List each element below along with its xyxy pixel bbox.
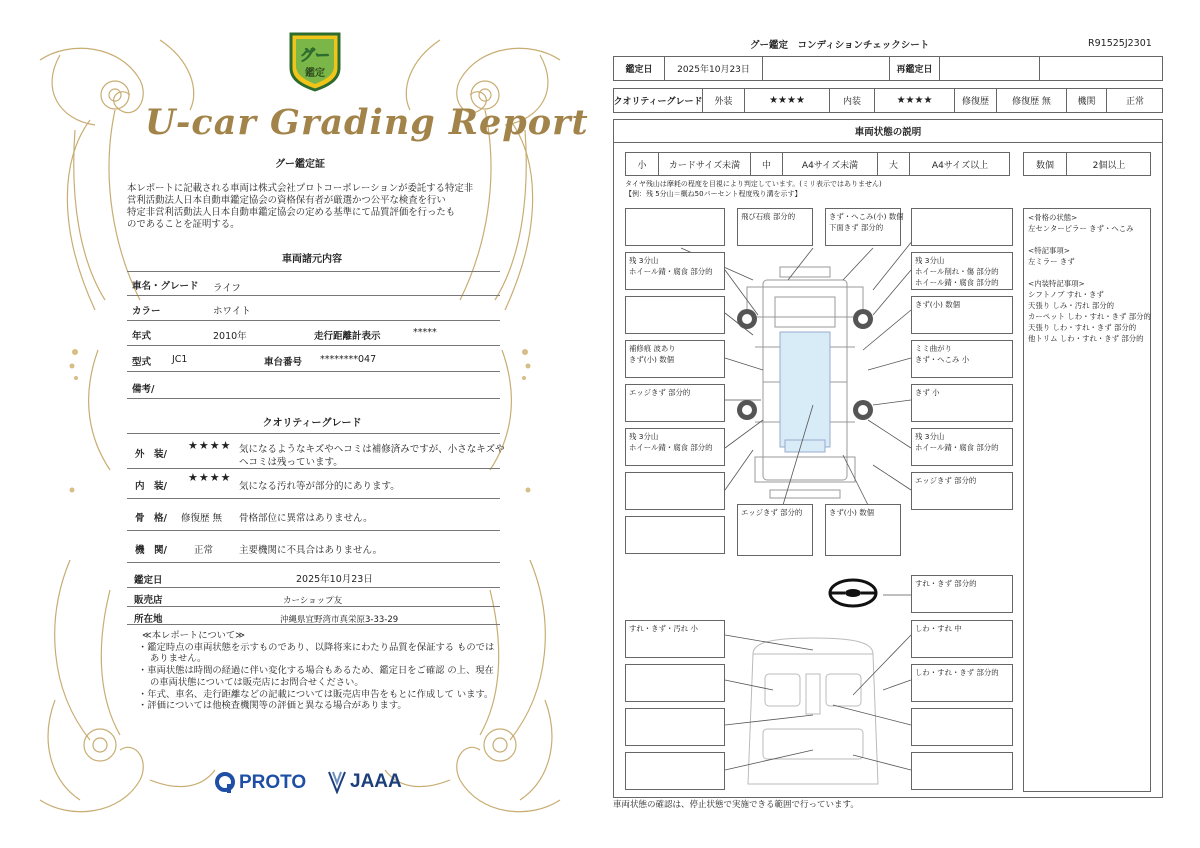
damage-box bbox=[911, 208, 1013, 246]
jaaa-text: JAAA bbox=[350, 771, 402, 792]
interior-stars: ★★★★ bbox=[188, 471, 232, 484]
repair-label: 修復歴 bbox=[954, 89, 996, 112]
specs-heading: 車両諸元内容 bbox=[282, 254, 342, 265]
certificate-intro bbox=[127, 183, 497, 231]
divider bbox=[127, 345, 500, 346]
exterior-stars: ★★★★ bbox=[188, 439, 232, 452]
sheet-title: グー鑑定 コンディションチェックシート bbox=[750, 40, 930, 51]
proto-mark-icon bbox=[215, 772, 235, 794]
legend-large-desc: A4サイズ以上 bbox=[909, 153, 1010, 175]
model-value: JC1 bbox=[172, 354, 188, 365]
damage-box: きず・へこみ(小) 数個 下面きず 部分的 bbox=[825, 208, 901, 246]
damage-box: エッジきず 部分的 bbox=[911, 472, 1013, 510]
note-item: ・鑑定時点の車両状態を示すものであり、以降将来にわたり品質を保証する ものではありません。 bbox=[138, 641, 495, 665]
mileage-label: 走行距離計表示 bbox=[314, 331, 381, 342]
legend-large: 大 bbox=[877, 153, 909, 175]
mileage-value: ***** bbox=[413, 327, 437, 338]
remarks-line: 天張り しわ・すれ・きず 部分的 bbox=[1028, 323, 1137, 332]
size-legend bbox=[625, 152, 1010, 176]
repair-value: 修復歴 無 bbox=[996, 89, 1066, 112]
frame-label: 骨 格/ bbox=[135, 513, 167, 524]
engine-value: 正常 bbox=[194, 545, 214, 556]
divider bbox=[127, 587, 500, 588]
frame-value: 修復歴 無 bbox=[181, 513, 223, 524]
sheet-footer: 車両状態の確認は、停止状態で実施できる範囲で行っています。 bbox=[613, 800, 859, 810]
engine-value: 正常 bbox=[1106, 89, 1163, 112]
damage-box bbox=[625, 296, 725, 334]
date-value: 2025年10月23日 bbox=[664, 57, 762, 80]
remarks-line: 他トリム しわ・すれ・きず 部分的 bbox=[1028, 334, 1144, 343]
tire-note: 【例：残 5分山＝概ね50パーセント程度残り溝を示す】 bbox=[625, 190, 802, 198]
divider bbox=[127, 624, 500, 625]
damage-box: 残 3分山 ホイール錆・腐食 部分的 bbox=[625, 428, 725, 466]
exterior-comment: 気になるようなキズやヘコミは補修済みですが、小さなキズや bbox=[239, 444, 505, 455]
year-value: 2010年 bbox=[213, 331, 247, 342]
badge-subtext: 鑑定 bbox=[305, 68, 325, 79]
damage-box: 飛び石痕 部分的 bbox=[737, 208, 813, 246]
remarks-label: 備考/ bbox=[132, 384, 155, 395]
interior-label: 内装 bbox=[829, 89, 874, 112]
color-value: ホワイト bbox=[213, 306, 251, 317]
count-legend bbox=[1023, 152, 1151, 176]
engine-label: 機 関/ bbox=[135, 545, 167, 556]
certificate-title: グー鑑定証 bbox=[275, 159, 325, 170]
tire-note: タイヤ残山は摩耗の程度を目視により判定しています。(ミリ表示ではありません) bbox=[625, 180, 882, 188]
jaaa-mark-icon bbox=[327, 770, 347, 794]
quality-heading: クオリティーグレード bbox=[262, 418, 362, 429]
reinspect-value bbox=[939, 57, 1039, 80]
legend-count: 数個 bbox=[1035, 160, 1054, 171]
remarks-panel bbox=[1023, 208, 1151, 792]
remarks-line: <骨格の状態> bbox=[1028, 213, 1078, 222]
badge-text: グー bbox=[299, 46, 331, 64]
exterior-label: 外 装/ bbox=[135, 449, 167, 460]
legend-mid: 中 bbox=[750, 153, 782, 175]
interior-box: しわ・すれ 中 bbox=[911, 620, 1013, 658]
remarks-line: <特記事項> bbox=[1028, 246, 1070, 255]
address-label: 所在地 bbox=[134, 614, 163, 625]
note-item: ・車両状態は時間の経過に伴い変化する場合もあるため、鑑定日をご確認 の上、現在の車両状態については販売店にお問合せください。 bbox=[138, 665, 494, 688]
divider bbox=[127, 271, 500, 272]
condition-check-sheet bbox=[605, 0, 1200, 848]
damage-box bbox=[625, 516, 725, 554]
divider bbox=[127, 530, 500, 531]
intro-line: 営利活動法人日本自動車鑑定協会の資格保有者が厳選かつ公平な検査を行い bbox=[127, 195, 446, 206]
interior-box: すれ・きず・汚れ 小 bbox=[625, 620, 725, 658]
engine-label: 機関 bbox=[1066, 89, 1106, 112]
divider bbox=[127, 468, 500, 469]
damage-box: きず 小 bbox=[911, 384, 1013, 422]
interior-box: すれ・きず 部分的 bbox=[911, 575, 1013, 613]
jaaa-logo bbox=[327, 770, 402, 794]
address-value: 沖縄県宜野湾市真栄原3-33-29 bbox=[280, 615, 399, 625]
damage-box bbox=[625, 472, 725, 510]
color-label: カラー bbox=[132, 306, 161, 317]
legend-count-desc: 2個以上 bbox=[1066, 153, 1151, 175]
damage-box: 残 3分山 ホイール錆・腐食 部分的 bbox=[911, 428, 1013, 466]
interior-label: 内 装/ bbox=[135, 481, 167, 492]
damage-box: 補修痕 波あり きず(小) 数個 bbox=[625, 340, 725, 378]
note-item: ・年式、車名、走行距離などの記載については販売店申告をもとに作成して います。 bbox=[138, 688, 494, 700]
year-label: 年式 bbox=[132, 331, 152, 342]
damage-box: きず(小) 数個 bbox=[911, 296, 1013, 334]
script-title: U-car Grading Report bbox=[145, 102, 589, 143]
exterior-stars: ★★★★ bbox=[744, 89, 829, 112]
chassis-label: 車台番号 bbox=[264, 357, 303, 368]
report-notes bbox=[138, 630, 498, 712]
damage-box: エッジきず 部分的 bbox=[737, 504, 813, 556]
divider bbox=[127, 295, 500, 296]
damage-box: ミミ曲がり きず・へこみ 小 bbox=[911, 340, 1013, 378]
quality-row bbox=[613, 88, 1163, 113]
remarks-line bbox=[1028, 267, 1146, 278]
exterior-label: 外装 bbox=[702, 89, 744, 112]
date-label: 鑑定日 bbox=[625, 65, 653, 75]
interior-box bbox=[625, 708, 725, 746]
damage-box bbox=[625, 208, 725, 246]
divider bbox=[127, 562, 500, 563]
damage-box: エッジきず 部分的 bbox=[625, 384, 725, 422]
model-label: 型式 bbox=[132, 357, 152, 368]
remarks-line: 天張り しみ・汚れ 部分的 bbox=[1028, 301, 1114, 310]
damage-box: 残 3分山 ホイール錆・腐食 部分的 bbox=[625, 252, 725, 290]
name-label: 車名・グレード bbox=[132, 281, 199, 292]
divider bbox=[127, 498, 500, 499]
goo-appraisal-badge bbox=[287, 30, 343, 92]
proto-text: PROTO bbox=[239, 772, 307, 793]
intro-line: のであることを証明する。 bbox=[127, 219, 240, 230]
divider bbox=[127, 320, 500, 321]
empty-cell bbox=[762, 57, 889, 80]
divider bbox=[127, 606, 500, 607]
damage-box: 残 3分山 ホイール削れ・傷 部分的 ホイール錆・腐食 部分的 bbox=[911, 252, 1013, 290]
intro-line: 特定非営利活動法人日本自動車鑑定協会の定める基準にて品質評価を行ったも bbox=[127, 207, 456, 218]
dealer-value: カーショップ友 bbox=[283, 596, 343, 606]
empty-cell bbox=[1039, 57, 1163, 80]
frame-comment: 骨格部位に異常はありません。 bbox=[239, 513, 373, 524]
note-item: ・評価については他検査機関等の評価と異なる場合があります。 bbox=[138, 700, 407, 712]
chassis-value: ********047 bbox=[320, 354, 377, 365]
remarks-line: <内装特記事項> bbox=[1028, 279, 1085, 288]
interior-box bbox=[625, 752, 725, 790]
interior-box bbox=[911, 752, 1013, 790]
date-value: 2025年10月23日 bbox=[296, 574, 373, 585]
remarks-line: カーペット しわ・すれ・きず 部分的 bbox=[1028, 312, 1151, 321]
engine-comment: 主要機関に不具合はありません。 bbox=[239, 545, 383, 556]
state-heading: 車両状態の説明 bbox=[613, 119, 1163, 143]
damage-box: きず(小) 数個 bbox=[825, 504, 901, 556]
legend-small-desc: カードサイズ未満 bbox=[658, 153, 750, 175]
name-value: ライフ bbox=[213, 283, 241, 294]
remarks-line bbox=[1028, 234, 1146, 245]
intro-line: 本レポートに記載される車両は株式会社プロトコーポレーションが委託する特定非 bbox=[127, 183, 474, 194]
remarks-line: シフトノブ すれ・きず bbox=[1028, 290, 1104, 299]
interior-box: しわ・すれ・きず 部分的 bbox=[911, 664, 1013, 702]
divider bbox=[127, 398, 500, 399]
interior-stars: ★★★★ bbox=[874, 89, 954, 112]
proto-logo bbox=[215, 772, 306, 794]
remarks-line: 左ミラー きず bbox=[1028, 257, 1075, 266]
interior-box bbox=[911, 708, 1013, 746]
legend-small: 小 bbox=[637, 160, 647, 171]
exterior-comment: ヘコミは残っています。 bbox=[239, 457, 343, 468]
notes-heading: ≪本レポートについて≫ bbox=[142, 630, 245, 641]
remarks-line: 左センターピラー きず・へこみ bbox=[1028, 224, 1134, 233]
legend-mid-desc: A4サイズ未満 bbox=[782, 153, 877, 175]
sheet-code: R91525J2301 bbox=[1088, 38, 1152, 49]
date-row bbox=[613, 56, 1163, 81]
date-label: 鑑定日 bbox=[134, 575, 163, 586]
divider bbox=[127, 371, 500, 372]
interior-comment: 気になる汚れ等が部分的にあります。 bbox=[239, 481, 400, 492]
quality-label: クオリティーグレード bbox=[613, 97, 703, 107]
dealer-label: 販売店 bbox=[134, 595, 163, 606]
reinspect-label: 再鑑定日 bbox=[889, 57, 939, 80]
interior-box bbox=[625, 664, 725, 702]
divider bbox=[127, 433, 500, 434]
